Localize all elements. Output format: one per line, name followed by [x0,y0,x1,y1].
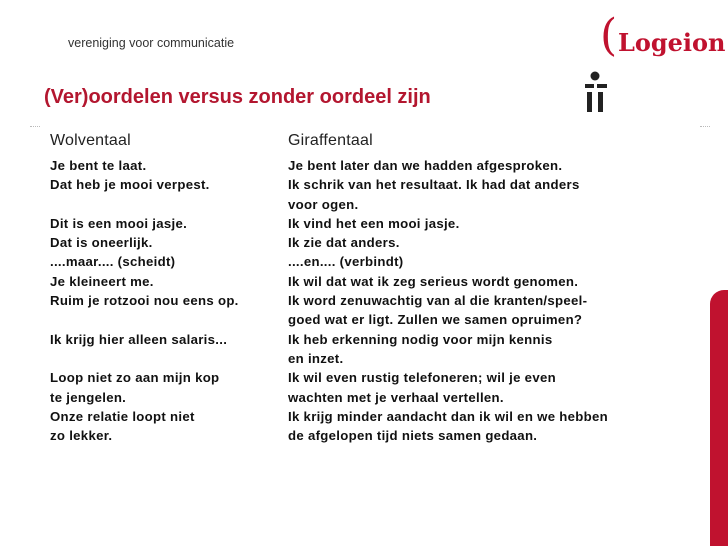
giraffe-line: voor ogen. [288,196,359,212]
giraffe-line: Ik krijg minder aandacht dan ik wil en we hebben [288,408,608,424]
wolf-line: Dit is een mooi jasje. [50,215,188,231]
giraffe-line: Ik wil dat wat ik zeg serieus wordt genomen. [288,273,579,289]
scan-mark [30,126,40,127]
wolf-line: te jengelen. [50,389,127,405]
wolf-line: Loop niet zo aan mijn kop [50,370,220,386]
tagline: vereniging voor communicatie [68,36,235,50]
logo-paren: ( [600,10,618,61]
giraffe-line: en inzet. [288,350,344,366]
giraffe-line: Ik word zenuwachtig van al die kranten/speel- [288,293,588,309]
giraffe-line: Ik heb erkenning nodig voor mijn kennis [288,331,553,347]
decorative-red-bar [710,290,728,546]
wolventaal-column [50,132,280,445]
giraffe-line: Ik vind het een mooi jasje. [288,215,460,231]
logo-text: Logeion [618,28,726,57]
wolventaal-heading: Wolventaal [50,132,131,149]
slide-title: (Ver)oordelen versus zonder oordeel zijn [44,86,431,108]
wolf-line: zo lekker. [50,428,113,444]
scan-mark [700,126,710,127]
giraffe-line: Je bent later dan we hadden afgesproken. [288,158,563,173]
scanned-table [30,122,710,482]
giraffentaal-column [288,132,668,445]
logeion-logo [600,10,726,72]
wolf-line [50,195,280,214]
giraffe-line: ....en.... (verbindt) [288,254,404,270]
wolf-line: Ik krijg hier alleen salaris... [50,331,228,347]
wolf-line: Je bent te laat. [50,158,147,173]
giraffe-line: goed wat er ligt. Zullen we samen opruimen? [288,312,583,328]
giraffe-line: Ik wil even rustig telefoneren; wil je even [288,370,556,386]
wolf-line: Je kleineert me. [50,273,154,289]
person-icon [583,70,609,114]
wolf-line: Onze relatie loopt niet [50,408,195,424]
wolf-line: Ruim je rotzooi nou eens op. [50,293,239,309]
giraffentaal-heading: Giraffentaal [288,132,373,149]
wolf-line: ....maar.... (scheidt) [50,254,176,270]
wolf-line: Dat heb je mooi verpest. [50,177,210,193]
wolf-line [50,349,280,368]
giraffe-line: de afgelopen tijd niets samen gedaan. [288,428,538,444]
wolf-line [50,310,280,329]
giraffe-line: Ik schrik van het resultaat. Ik had dat anders [288,177,580,193]
wolf-line: Dat is oneerlijk. [50,235,153,251]
giraffe-line: wachten met je verhaal vertellen. [288,389,504,405]
giraffe-line: Ik zie dat anders. [288,235,400,251]
